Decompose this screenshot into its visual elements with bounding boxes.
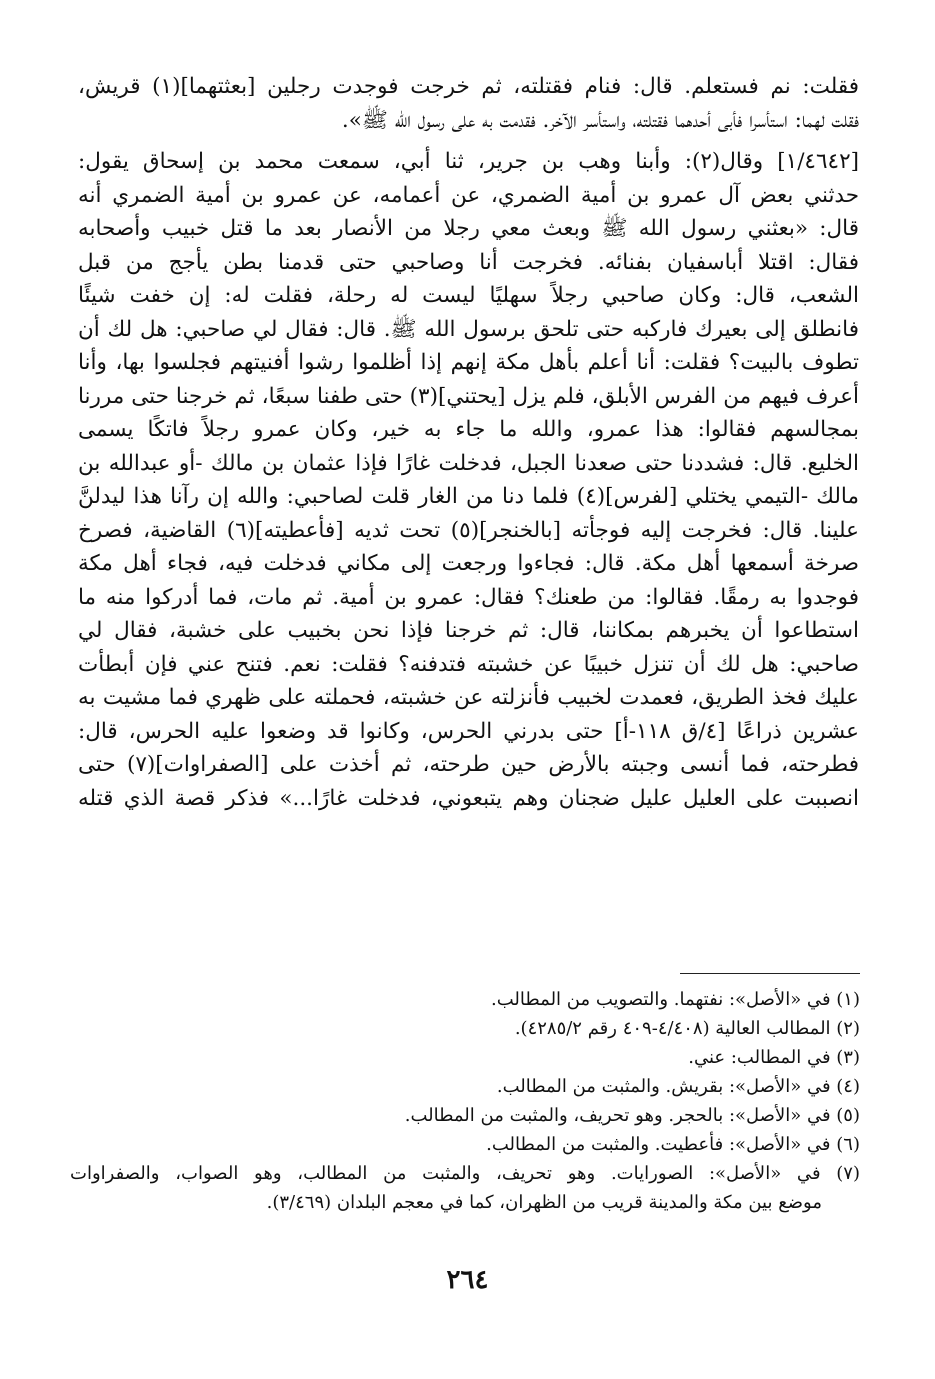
- footnote: (٢) المطالب العالية (٤/٤٠٨-٤٠٩ رقم ٤٢٨٥/٢).: [514, 1018, 860, 1039]
- text-line: انصببت على العليل عليل ضجنان وهم يتبعوني، فدخلت غارًا...» فذكر قصة الذي قتله: [78, 785, 859, 811]
- page-number: ٢٦٤: [446, 1265, 489, 1295]
- text-line: فقلت: نم فستعلم. قال: فنام فقتلته، ثم خرجت فوجدت رجلين [بعثتهما](١) قريش،: [78, 74, 859, 99]
- footnote: (٤) في «الأصل»: بقريش. والمثبت من المطالب.: [496, 1076, 860, 1097]
- text-line: صاحبي: هل لك أن تنزل خبيبًا عن خشبته فتدفنه؟ فقلت: نعم. فتنح عني فإن أبطأت: [78, 651, 859, 677]
- text-line: عليك فخذ الطريق، فعمدت لخبيب فأنزلته عن خشبته، فحملته على ظهري فما مشيت به: [78, 685, 859, 710]
- text-line: أعرف فيهم من الفرس الأبلق، فلم يزل [يحتني](٣) حتى طفنا سبعًا، ثم خرجنا حتى مررنا: [78, 383, 859, 409]
- text-line: فانطلق إلى بعيرك فاركبه حتى تلحق برسول الله ﷺ. قال: فقال لي صاحبي: هل لك أن: [78, 316, 859, 342]
- text-line: قال: «بعثني رسول الله ﷺ وبعث معي رجلا من الأنصار بعد ما قتل خبيب وأصحابه: [78, 216, 859, 241]
- footnote: (٧) في «الأصل»: الصورايات. وهو تحريف، والمثبت من المطالب، وهو الصواب، والصفراوات: [70, 1163, 860, 1184]
- text-line: بمجالسهم فقالوا: هذا عمرو، والله ما جاء به خير، وكان عمرو رجلاً فاتكًا يسمى: [78, 417, 859, 442]
- footnote-separator: [680, 973, 860, 974]
- text-line: عشرين ذراعًا [٤/ق ١١٨-أ] حتى بدرني الحرس، وكانوا قد وضعوا عليه الحرس، قال:: [78, 718, 859, 744]
- text-line: تطوف بالبيت؟ فقلت: أنا أعلم بأهل مكة إنهم إذا أظلموا رشوا أفنيتهم فجلسوا بها، وأنا: [78, 350, 859, 375]
- text-line: الشعب، قال: وكان صاحبي رجلاً سهليًا ليست له رحلة، فقلت له: إن خفت شيئًا: [78, 283, 859, 308]
- footnote: (٦) في «الأصل»: فأعطيت. والمثبت من المطالب.: [486, 1134, 860, 1155]
- footnote: (٥) في «الأصل»: بالحجر. وهو تحريف، والمثبت من المطالب.: [404, 1105, 860, 1126]
- text-line: فقلت لهما: استأسرا فأبى أحدهما فقتلته، واستأسر الآخر. فقدمت به على رسول الله ﷺ».: [341, 107, 859, 133]
- paragraph-gap: [78, 137, 859, 145]
- main-text: [78, 70, 859, 815]
- text-line: [١/٤٦٤٢] وقال(٢): وأبنا وهب بن جرير، ثنا أبي، سمعت محمد بن إسحاق يقول:: [78, 149, 859, 174]
- text-line: الخليع. قال: فشددنا حتى صعدنا الجبل، فدخلت غارًا فإذا عثمان بن مالك -أو عبدالله بن: [78, 450, 859, 476]
- text-line: مالك -التيمي يختلي [لفرس](٤) فلما دنا من الغار قلت لصاحبي: والله إن رآنا هذا ليدلنَّ: [78, 484, 859, 509]
- text-line: فقال: اقتلا أباسفيان بفنائه. فخرجت أنا وصاحبي حتى قدمنا بطن يأجج من قبل: [78, 249, 859, 275]
- footnote-continuation: موضع بين مكة والمدينة قريب من الظهران، كما في معجم البلدان (٣/٤٦٩).: [266, 1192, 822, 1213]
- text-line: فوجدوا به رمقًا. فقالوا: من طعنك؟ فقال: عمرو بن أمية. ثم مات، فما أدركوا منه ما: [78, 584, 859, 610]
- footnote: (٣) في المطالب: عني.: [688, 1047, 860, 1068]
- footnote: (١) في «الأصل»: نفتهما. والتصويب من المطالب.: [491, 989, 860, 1010]
- text-line: صرخة أسمعها أهل مكة. قال: فجاءوا ورجعت إلى مكاني فدخلت فيه، فجاء أهل مكة: [78, 551, 859, 576]
- text-line: حدثني بعض آل عمرو بن أمية الضمري، عن أعمامه، عن عمرو بن أمية الضمري أنه: [78, 182, 859, 208]
- footnotes: [70, 985, 860, 1217]
- text-line: استطاعوا أن يخبرهم بمكاننا، قال: ثم خرجنا فإذا نحن بخبيب على خشبة، فقال لي: [78, 618, 859, 643]
- text-line: فطرحته، فما أنسى وجبته بالأرض حين طرحته، ثم أخذت على [الصفراوات](٧) حتى: [78, 752, 859, 777]
- text-line: علينا. قال: فخرجت إليه فوجأته [بالخنجر](٥) تحت ثديه [فأعطيته](٦) القاضية، فصرخ: [78, 517, 859, 543]
